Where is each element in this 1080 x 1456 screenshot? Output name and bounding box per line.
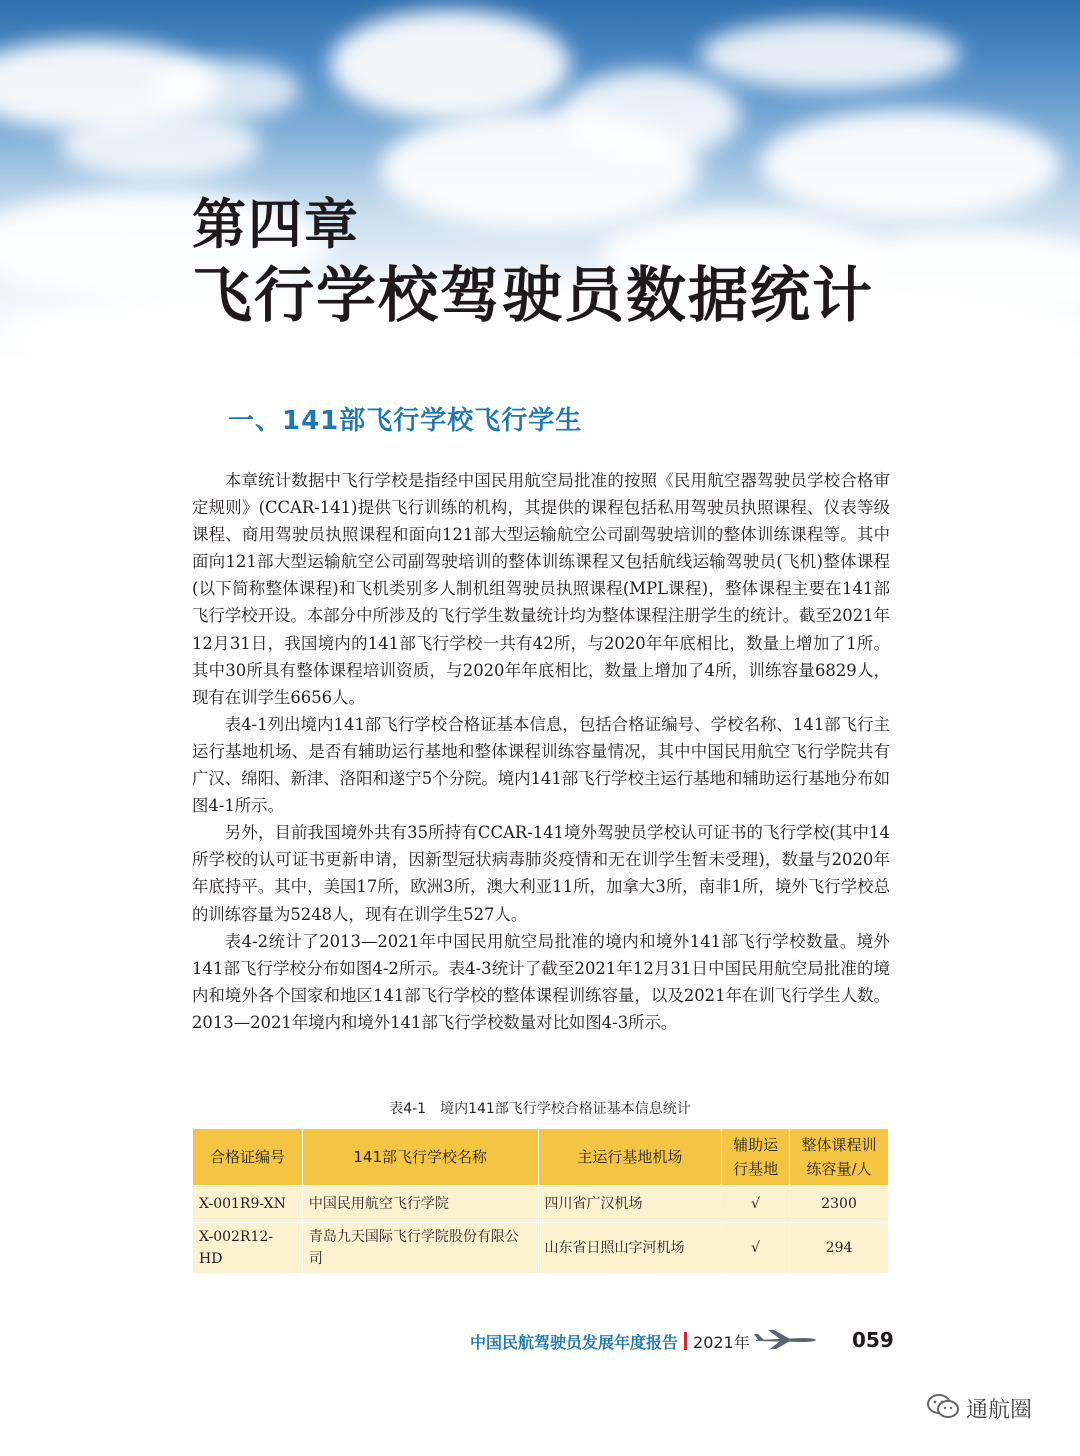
cell-aux-base: √ [722, 1186, 790, 1223]
header-capacity [790, 1129, 889, 1186]
page-number: 059 [852, 1328, 894, 1352]
chapter-name: 飞行学校驾驶员数据统计 [192, 261, 874, 331]
school-info-table [192, 1128, 889, 1274]
paragraph: 另外，目前我国境外共有35所持有CCAR-141境外驾驶员学校认可证书的飞行学校(其中14所学校的认可证书更新申请，因新型冠状病毒肺炎疫情和无在训学生暂未受理)，数量与2020年年底持平。其中，美国17所，欧洲3所，澳大利亚11所，加拿大3所，南非1所，境外飞行学校总的训练容量为5248人，现有在训学生527人。 [192, 823, 890, 924]
table-row [193, 1186, 889, 1223]
chapter-number: 第四章 [192, 192, 360, 256]
cell-main-base: 山东省日照山字河机场 [538, 1223, 722, 1274]
header-aux-base [722, 1129, 790, 1186]
cell-cert-no: X-002R12-HD [193, 1223, 303, 1274]
body-text [192, 467, 890, 1036]
section-heading: 一、141部飞行学校飞行学生 [228, 406, 583, 436]
header-main-base: 主运行基地机场 [538, 1129, 722, 1186]
cell-capacity: 294 [790, 1223, 889, 1274]
footer-year: 2021年 [693, 1332, 750, 1352]
paragraph: 表4-1列出境内141部飞行学校合格证基本信息，包括合格证编号、学校名称、141部飞行主运行基地机场、是否有辅助运行基地和整体课程训练容量情况，其中中国民用航空飞行学院共有广汉、绵阳、新津、洛阳和遂宁5个分院。境内141部飞行学校主运行基地和辅助运行基地分布如图4-1所示。 [192, 714, 890, 816]
airplane-icon [754, 1328, 818, 1354]
paragraph: 表4-2统计了2013—2021年中国民用航空局批准的境内和境外141部飞行学校数量。境外141部飞行学校分布如图4-2所示。表4-3统计了截至2021年12月31日中国民用航空局批准的境内和境外各个国家和地区141部飞行学校的整体课程训练容量，以及2021年在训飞行学生人数。2013—2021年境内和境外141部飞行学校数量对比如图4-3所示。 [192, 931, 890, 1032]
cell-capacity: 2300 [790, 1186, 889, 1223]
table-row [193, 1223, 889, 1274]
table-caption: 表4-1 境内141部飞行学校合格证基本信息统计 [389, 1101, 691, 1117]
footer-divider [684, 1332, 687, 1350]
watermark-text: 通航圈 [966, 1397, 1033, 1423]
cell-cert-no: X-001R9-XN [193, 1186, 303, 1223]
paragraph: 本章统计数据中飞行学校是指经中国民用航空局批准的按照《民用航空器驾驶员学校合格审定规则》(CCAR-141)提供飞行训练的机构，其提供的课程包括私用驾驶员执照课程、仪表等级课程、商用驾驶员执照课程和面向121部大型运输航空公司副驾驶培训的整体训练课程等。其中面向121部大型运输航空公司副驾驶培训的整体训练课程又包括航线运输驾驶员(飞机)整体课程(以下简称整体课程)和飞机类别多人制机组驾驶员执照课程(MPL课程)，整体课程主要在141部飞行学校开设。本部分中所涉及的飞行学生数量统计均为整体课程注册学生的统计。截至2021年12月31日，我国境内的141部飞行学校一共有42所，与2020年年底相比，数量上增加了1所。其中30所具有整体课程培训资质，与2020年年底相比，数量上增加了4所，训练容量6829人，现有在训学生6656人。 [192, 471, 890, 707]
header-school-name: 141部飞行学校名称 [302, 1129, 538, 1186]
header-capacity-line2: 练容量/人 [806, 1160, 872, 1178]
page-footer [470, 1326, 818, 1356]
table-header-row [193, 1129, 889, 1186]
header-aux-line1: 辅助运 [733, 1136, 779, 1154]
header-aux-line2: 行基地 [733, 1160, 779, 1178]
header-cert-no: 合格证编号 [193, 1129, 303, 1186]
cell-main-base: 四川省广汉机场 [538, 1186, 722, 1223]
cell-school-name: 青岛九天国际飞行学院股份有限公司 [302, 1223, 538, 1274]
cell-school-name: 中国民用航空飞行学院 [302, 1186, 538, 1223]
header-capacity-line1: 整体课程训 [801, 1136, 877, 1154]
watermark [926, 1392, 1032, 1424]
footer-report-title: 中国民航驾驶员发展年度报告 [470, 1332, 679, 1352]
cell-aux-base: √ [722, 1223, 790, 1274]
chapter-title [192, 188, 874, 332]
wechat-icon [926, 1392, 960, 1424]
